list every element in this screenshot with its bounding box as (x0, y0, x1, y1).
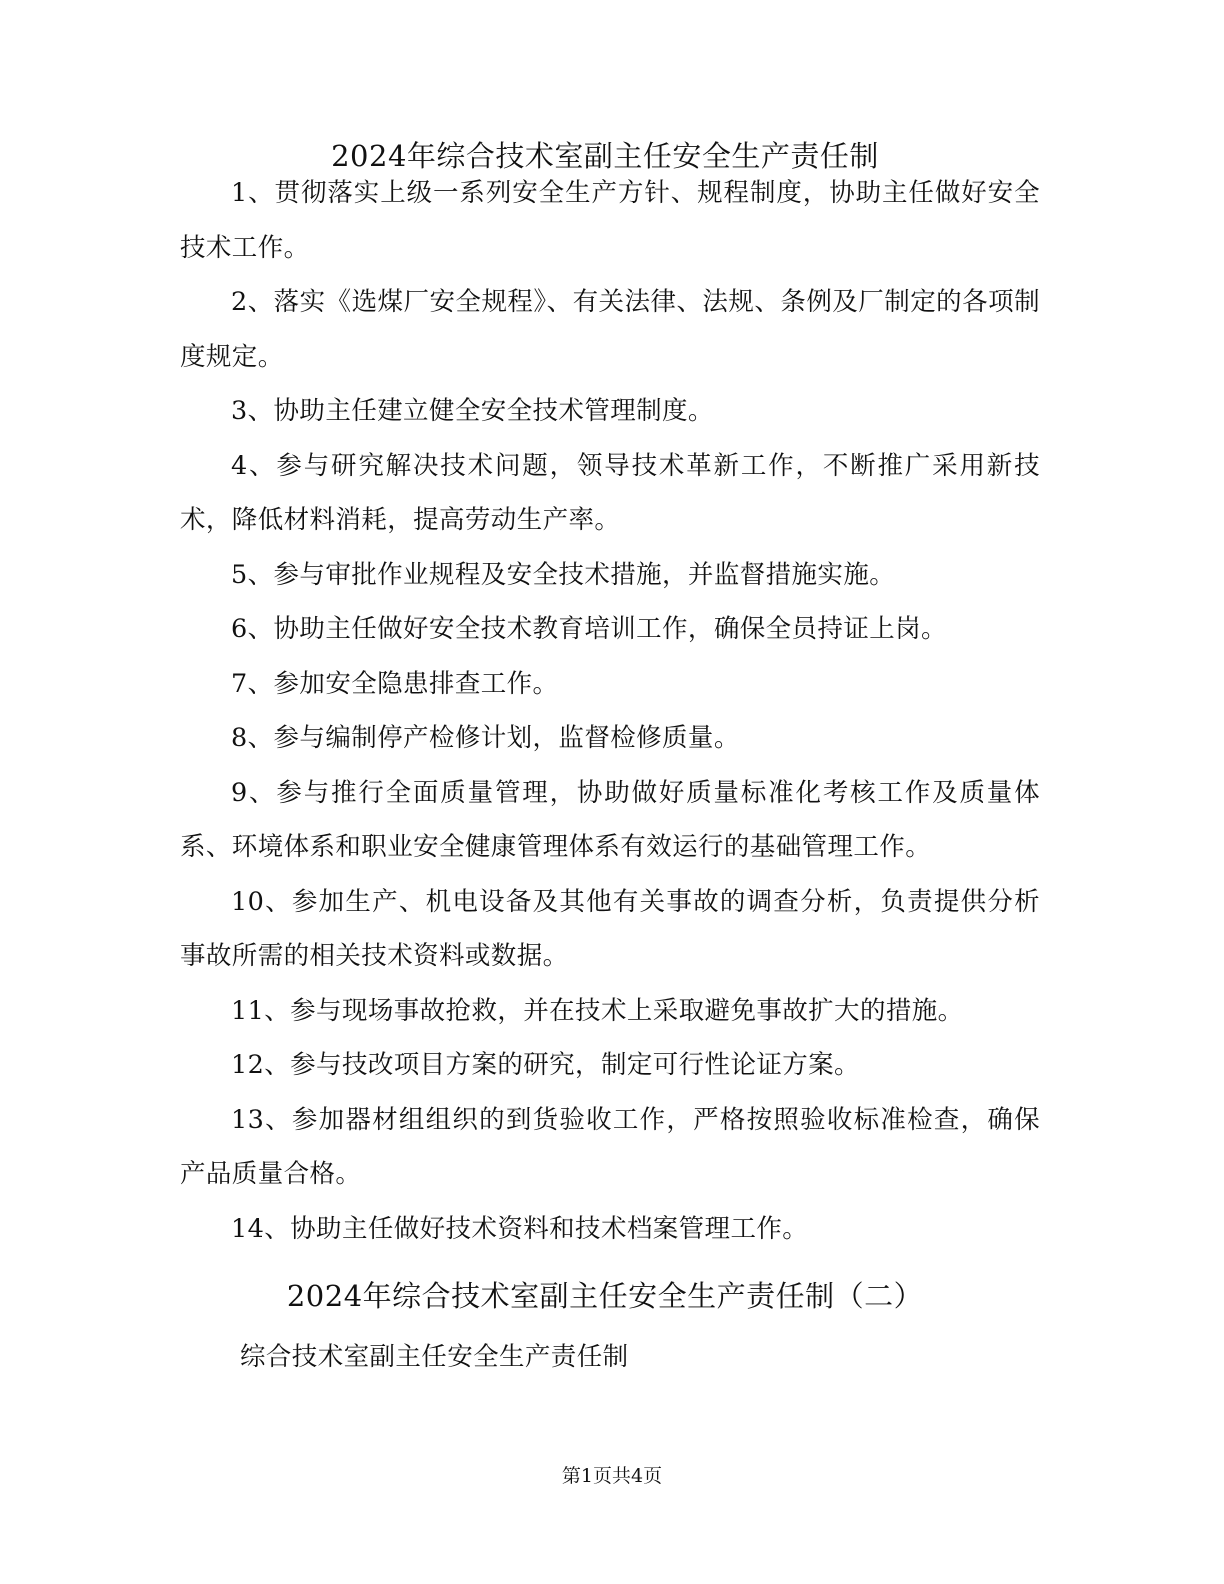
page-number: 第1页共4页 (561, 1465, 663, 1487)
list-item: 8、参与编制停产检修计划，监督检修质量。 (231, 723, 740, 753)
list-item: 13、参加器材组组织的到货验收工作，严格按照验收标准检查，确保产品质量合格。 (180, 1104, 1040, 1189)
section-title: 2024年综合技术室副主任安全生产责任制（二） (286, 1279, 924, 1313)
list-item: 1、贯彻落实上级一系列安全生产方针、规程制度，协助主任做好安全技术工作。 (180, 178, 1040, 263)
list-item: 2、落实《选煤厂安全规程》、有关法律、法规、条例及厂制定的各项制度规定。 (180, 287, 1040, 372)
document-title: 2024年综合技术室副主任安全生产责任制 (331, 139, 879, 173)
list-item: 7、参加安全隐患排查工作。 (231, 668, 559, 699)
list-item: 11、参与现场事故抢救，并在技术上采取避免事故扩大的措施。 (231, 995, 964, 1026)
list-item: 4、参与研究解决技术问题，领导技术革新工作，不断推广采用新技术，降低材料消耗，提高劳动生产率。 (180, 450, 1040, 535)
list-item: 6、协助主任做好安全技术教育培训工作，确保全员持证上岗。 (231, 614, 947, 644)
list-item: 14、协助主任做好技术资料和技术档案管理工作。 (231, 1213, 809, 1244)
document-body (180, 166, 1040, 1256)
list-item: 12、参与技改项目方案的研究，制定可行性论证方案。 (231, 1050, 860, 1080)
list-item: 3、协助主任建立健全安全技术管理制度。 (231, 396, 714, 426)
list-item: 9、参与推行全面质量管理，协助做好质量标准化考核工作及质量体系、环境体系和职业安全健康管理体系有效运行的基础管理工作。 (180, 777, 1040, 862)
section-subheading: 综合技术室副主任安全生产责任制 (240, 1342, 629, 1372)
list-item: 5、参与审批作业规程及安全技术措施，并监督措施实施。 (231, 559, 896, 590)
list-item: 10、参加生产、机电设备及其他有关事故的调查分析，负责提供分析事故所需的相关技术资料或数据。 (180, 886, 1040, 971)
